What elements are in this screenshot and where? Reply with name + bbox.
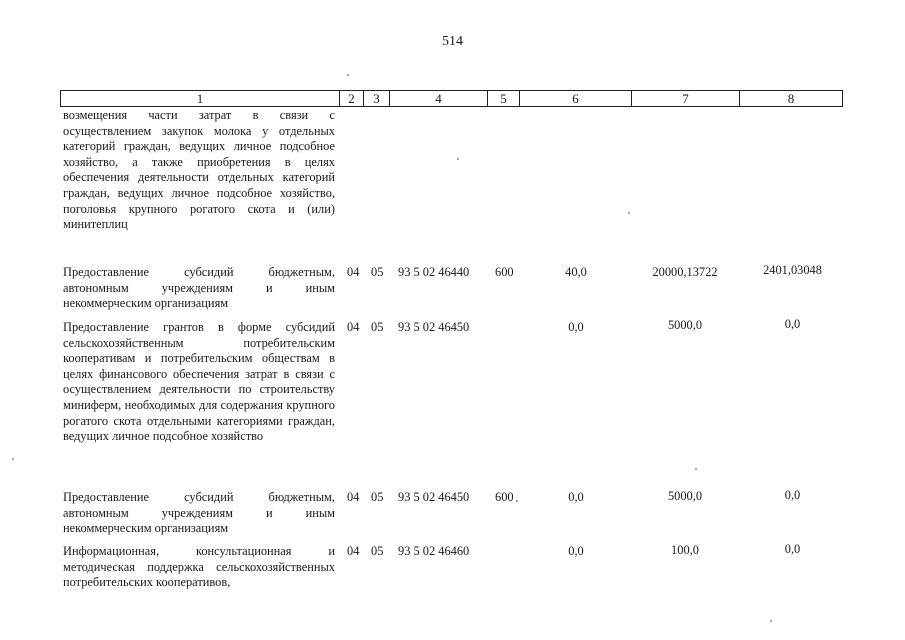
scan-speck [12, 458, 14, 460]
scan-speck [457, 158, 459, 160]
table-cell-target-article: 93 5 02 46450 [398, 490, 470, 504]
header-cell-4: 4 [389, 91, 487, 106]
scan-speck [516, 500, 518, 502]
table-cell-amount-1: 40,0 [565, 265, 587, 279]
table-cell-target-article: 93 5 02 46440 [398, 265, 470, 279]
table-cell-amount-3: 0,0 [784, 542, 801, 556]
table-cell-amount-1: 0,0 [568, 320, 584, 334]
table-cell-amount-2: 100,0 [671, 543, 699, 557]
header-cell-3: 3 [363, 91, 389, 106]
table-cell-section: 04 [347, 265, 360, 279]
table-cell-amount-1: 0,0 [568, 544, 584, 558]
table-cell-subsection: 05 [371, 544, 384, 558]
table-cell-amount-1: 0,0 [568, 490, 584, 504]
table-cell-expense-type: 600 [495, 490, 514, 504]
header-cell-2: 2 [339, 91, 363, 106]
scan-speck [347, 74, 349, 76]
table-cell-amount-3: 2401,03048 [763, 263, 822, 277]
header-cell-5: 5 [487, 91, 519, 106]
table-row-description: возмещения части затрат в связи с осуществлением закупок молока у отдельных категорий граждан, ведущих личное подсобное хозяйство, а также приобретения в целях обеспечения деятельности отдельных категорий граждан, ведущих личное подсобное хозяйство, поголовья крупного рогатого скота и (или) минитеплиц [63, 108, 335, 232]
scan-speck [628, 212, 630, 214]
header-cell-7: 7 [631, 91, 739, 106]
table-cell-amount-2: 5000,0 [667, 489, 703, 503]
table-cell-amount-3: 0,0 [784, 317, 801, 331]
table-cell-section: 04 [347, 490, 360, 504]
table-row-description: Предоставление субсидий бюджетным, автономным учреждениям и иным некоммерческим организациям [63, 265, 335, 311]
table-row-description: Предоставление субсидий бюджетным, автономным учреждениям и иным некоммерческим организациям [63, 490, 335, 536]
scan-speck [770, 620, 772, 622]
header-cell-1: 1 [196, 91, 204, 106]
table-cell-amount-3: 0,0 [784, 488, 801, 502]
table-row-description: Информационная, консультационная и методическая поддержка сельскохозяйственных потребительских кооперативов, [63, 544, 335, 590]
table-cell-expense-type: 600 [495, 265, 514, 279]
scan-speck [695, 468, 697, 470]
table-cell-section: 04 [347, 320, 360, 334]
table-row-description: Предоставление грантов в форме субсидий сельскохозяйственным потребительским кооперативам и потребительским обществам в целях финансового обеспечения затрат в связи с осуществлением деятельности по строительству миниферм, необходимых для содержания крупного рогатого скота отдельными категориями граждан, ведущих личное подсобное хозяйство [63, 320, 335, 444]
table-cell-amount-2: 5000,0 [667, 318, 703, 332]
header-cell-8: 8 [739, 91, 842, 106]
page-number: 514 [442, 34, 463, 49]
table-cell-section: 04 [347, 544, 360, 558]
table-cell-subsection: 05 [371, 265, 384, 279]
table-cell-subsection: 05 [371, 320, 384, 334]
table-cell-subsection: 05 [371, 490, 384, 504]
table-cell-amount-2: 20000,13722 [652, 265, 718, 279]
table-cell-target-article: 93 5 02 46450 [398, 320, 470, 334]
header-cell-6: 6 [519, 91, 631, 106]
table-header-row [60, 90, 843, 107]
table-cell-target-article: 93 5 02 46460 [398, 544, 470, 558]
